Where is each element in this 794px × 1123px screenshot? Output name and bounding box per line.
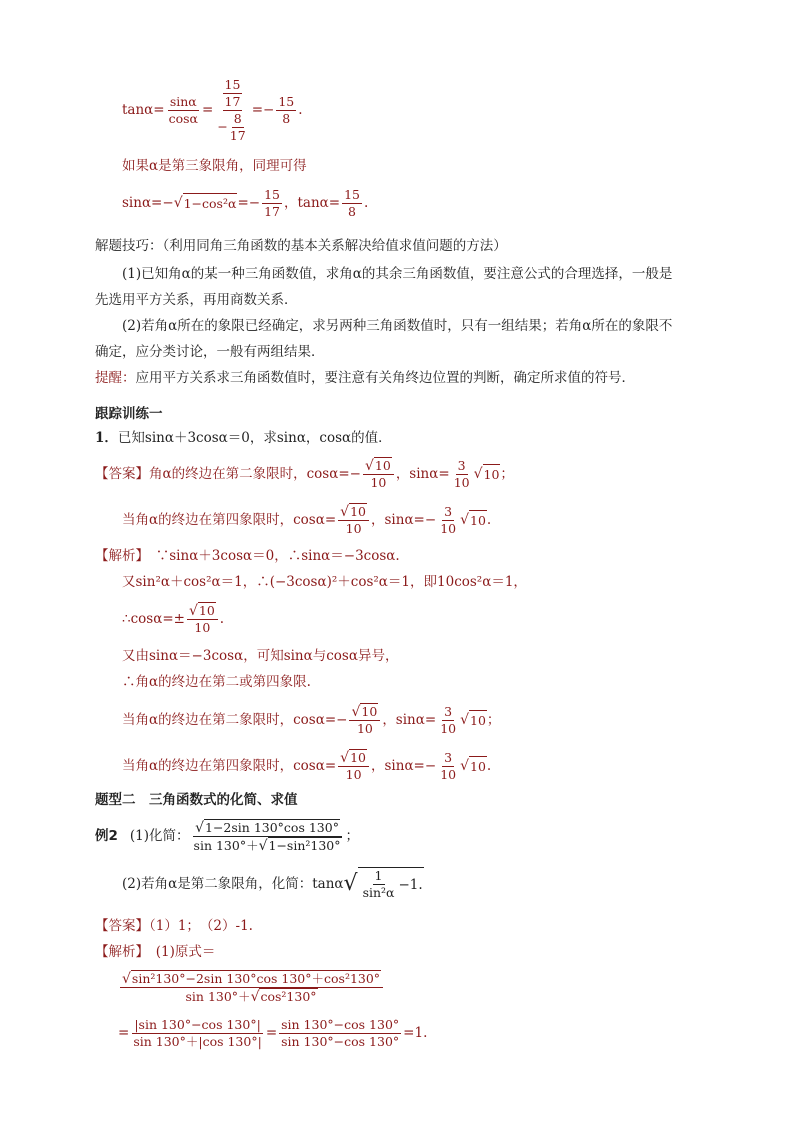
analysis-line-3: ∴cosα=± $\frac{√10}{10}$ . <box>122 603 225 635</box>
example-2-part-1: 例2 (1)化简： $\frac{√1-2\sin 130^\circ\cos 130^\circ}{\text{sin 130°＋√1−sin²130°}}$ ； <box>95 819 360 854</box>
solution-result: = $\frac{|\sin 130^\circ-\cos 130^\circ|}{\sin 130^\circ+|\cos 130^\circ|}$ = $\frac{\sin 130^\circ-\cos 130^\circ}{\sin 130^\circ-\cos 130^\circ}$ =1. <box>118 1016 428 1049</box>
example-2-part-2: (2)若角α是第二象限角，化简：tanα √ $\frac{1}{\text{sin²α}}$ −1. <box>122 868 423 900</box>
third-quadrant-text: 如果α是第三象限角，同理可得 <box>122 158 307 174</box>
analysis-line-5: ∴角α的终边在第二或第四象限. <box>122 674 311 690</box>
tips-p2-line1: (2)若角α所在的象限已经确定，求另两种三角函数值时，只有一组结果；若角α所在的象限不 <box>122 318 673 334</box>
reminder <box>95 368 635 388</box>
example-label: 例2 <box>95 828 118 844</box>
sin-over-cos: $\frac{\sin\alpha}{\cos\alpha}$ <box>168 93 198 126</box>
analysis-label: 【解析】 <box>95 548 143 564</box>
solution-big-fraction: $\frac{\text{√sin²130°−2sin 130°cos 130°＋cos²130°}}{\text{sin 130°＋√cos²130°}}$ <box>118 964 385 1010</box>
tips-title: 解题技巧：（利用同角三角函数的基本关系解决给值求值问题的方法） <box>95 238 507 254</box>
tips-p1-line2: 先选用平方关系，再用商数关系． <box>95 292 298 308</box>
type2-answer: 【答案】（1）1； （2）-1. <box>95 918 253 934</box>
compound-fraction: $\frac{15}{17}$ − $\frac{8}{17}$ <box>217 76 246 143</box>
tips-p1-line1: (1)已知角α的某一种三角函数值，求角α的其余三角函数值，要注意公式的合理选择，一般是 <box>122 266 673 282</box>
training-heading: 跟踪训练一 <box>95 406 163 422</box>
analysis-line-4: 又由sinα＝−3cosα，可知sinα与cosα异号， <box>122 648 399 664</box>
training-question: 1．已知sinα＋3cosα＝0，求sinα，cosα的值． <box>95 430 392 446</box>
analysis-line-2: 又sin²α＋cos²α＝1，∴(−3cosα)²＋cos²α＝1，即10cos²α＝1， <box>122 574 527 590</box>
training-answer-1: 【答案】 角α的终边在第二象限时，cosα=− $\frac{√10}{10}$ ，sinα= $\frac{3}{10}$ √ 10 ； <box>95 457 514 490</box>
tan-lhs: tanα= <box>122 102 165 118</box>
reminder-label: 提醒： <box>95 370 136 386</box>
type2-heading: 题型二 三角函数式的化简、求值 <box>95 792 298 808</box>
analysis-line-7: 当角α的终边在第四象限时，cosα= $\frac{√10}{10}$ ，sinα=− $\frac{3}{10}$ √ 10 . <box>122 749 492 782</box>
analysis-line-1: 【解析】 ∵sinα＋3cosα＝0，∴sinα＝−3cosα. <box>95 548 400 564</box>
analysis-line-6: 当角α的终边在第二象限时，cosα=− $\frac{√10}{10}$ ，sinα= $\frac{3}{10}$ √ 10 ； <box>122 703 501 736</box>
third-quadrant-result: sinα=− √ 1−cos²α =− $\frac{15}{17}$ ，tanα= $\frac{15}{8}$ . <box>122 186 369 219</box>
tan-equation: tanα= $\frac{\sin\alpha}{\cos\alpha}$ = $\frac{15}{17}$ − $\frac{8}{17}$ =− $\frac{15}{8}$ . <box>122 76 303 143</box>
type2-solution-head: 【解析】 (1)原式＝ <box>95 944 216 960</box>
tips-p2-line2: 确定，应分类讨论，一般有两组结果． <box>95 344 325 360</box>
training-answer-2: 当角α的终边在第四象限时，cosα= $\frac{√10}{10}$ ，sinα=− $\frac{3}{10}$ √ 10 . <box>122 503 492 536</box>
answer-label: 【答案】 <box>95 466 149 482</box>
reminder-text: 应用平方关系求三角函数值时，要注意有关角终边位置的判断，确定所求值的符号． <box>135 370 635 386</box>
